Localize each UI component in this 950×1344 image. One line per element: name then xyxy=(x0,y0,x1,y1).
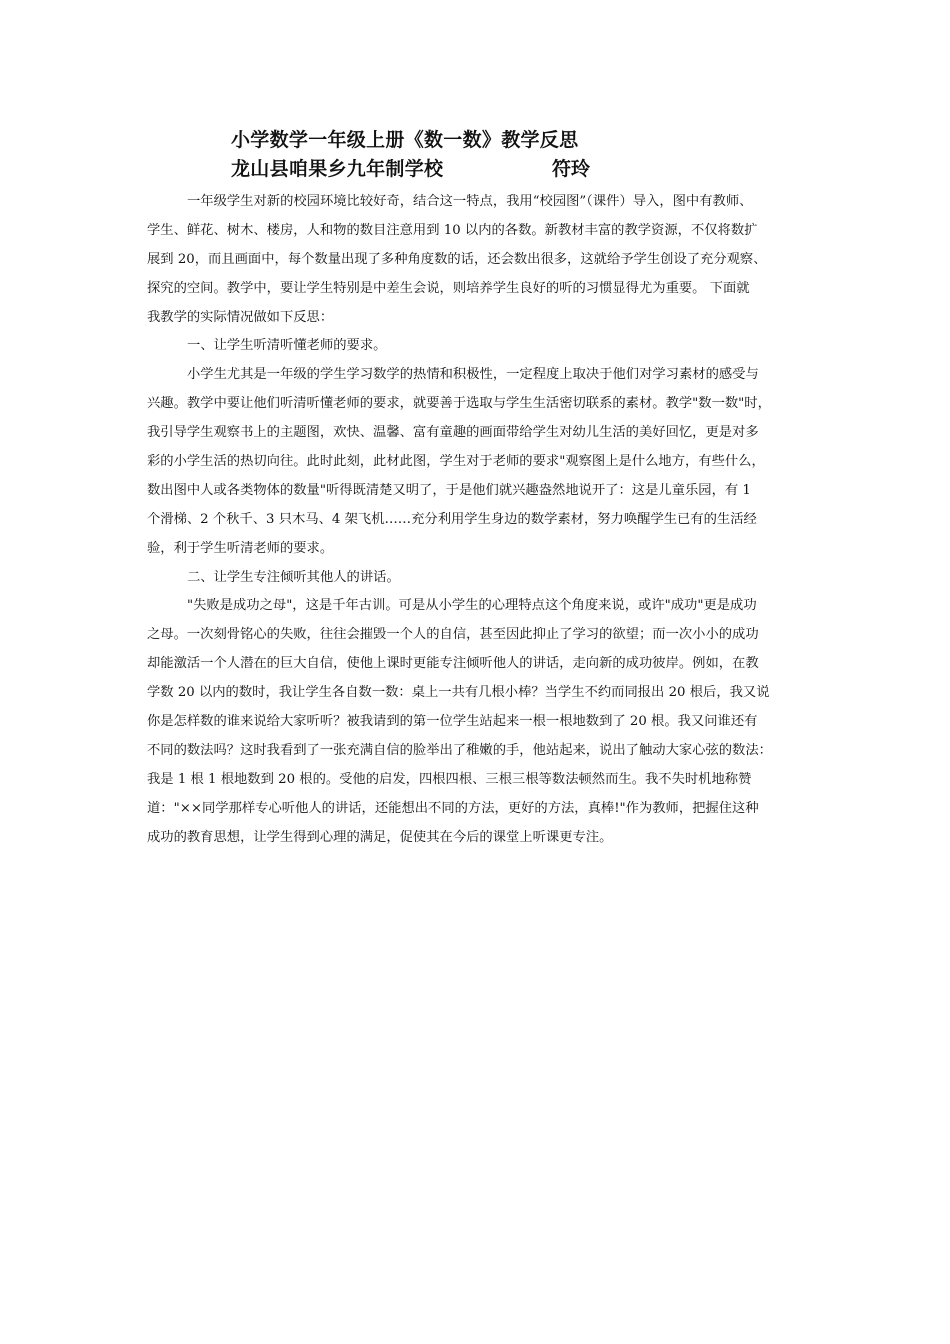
author-name: 符玲 xyxy=(552,158,591,180)
body-line: "失败是成功之母"，这是千年古训。可是从小学生的心理特点这个角度来说，或许"成功"更是成功 xyxy=(187,598,757,614)
body-line: 兴趣。教学中要让他们听清听懂老师的要求，就要善于选取与学生生活密切联系的素材。教学"数一数"时， xyxy=(147,396,771,412)
body-line: 我是 1 根 1 根地数到 20 根的。受他的启发，四根四根、三根三根等数法顿然而生。我不失时机地称赞 xyxy=(147,771,752,787)
body-line: 学生、鲜花、树木、楼房，人和物的数目注意用到 10 以内的各数。新教材丰富的教学资源，不仅将数扩 xyxy=(147,222,758,238)
body-line: 你是怎样数的谁来说给大家听听？被我请到的第一位学生站起来一根一根地数到了 20 根。我又问谁还有 xyxy=(147,714,758,730)
section-heading: 二、让学生专注倾听其他人的讲话。 xyxy=(187,569,400,585)
body-line: 探究的空间。教学中，要让学生特别是中差生会说，则培养学生良好的听的习惯显得尤为重要。 下面就 xyxy=(147,280,750,296)
body-line: 之母。一次刻骨铭心的失败，往往会摧毁一个人的自信，甚至因此抑止了学习的欲望；而一次小小的成功 xyxy=(147,627,759,643)
body-line: 验，利于学生听清老师的要求。 xyxy=(147,540,334,556)
school-name: 龙山县咱果乡九年制学校 xyxy=(231,158,444,180)
body-line: 小学生尤其是一年级的学生学习数学的热情和积极性，一定程度上取决于他们对学习素材的感受与 xyxy=(187,367,759,383)
body-line: 我引导学生观察书上的主题图，欢快、温馨、富有童趣的画面带给学生对幼儿生活的美好回忆，更是对多 xyxy=(147,425,759,441)
section-heading: 一、让学生听清听懂老师的要求。 xyxy=(187,338,387,354)
body-line: 个滑梯、2 个秋千、3 只木马、4 架飞机……充分利用学生身边的数学素材，努力唤醒学生已有的生活经 xyxy=(147,511,757,527)
body-line: 数出图中人或各类物体的数量"听得既清楚又明了，于是他们就兴趣盎然地说开了：这是儿童乐园，有 1 xyxy=(147,482,751,498)
body-line: 彩的小学生活的热切向往。此时此刻，此材此图，学生对于老师的要求"观察图上是什么地方，有些什么， xyxy=(147,454,765,470)
body-line: 道："××同学那样专心听他人的讲话，还能想出不同的方法，更好的方法，真棒!"作为教师，把握住这种 xyxy=(147,800,759,816)
body-line: 成功的教育思想，让学生得到心理的满足，促使其在今后的课堂上听课更专注。 xyxy=(147,829,613,845)
document-body xyxy=(147,188,807,852)
body-line: 学数 20 以内的数时，我让学生各自数一数：桌上一共有几根小棒？当学生不约而同报出 20 根后，我又说 xyxy=(147,685,770,701)
body-line: 不同的数法吗？这时我看到了一张充满自信的脸举出了稚嫩的手，他站起来，说出了触动大家心弦的数法： xyxy=(147,742,772,758)
body-line: 一年级学生对新的校园环境比较好奇，结合这一特点，我用“校园图”（课件）导入，图中有教师、 xyxy=(187,194,753,209)
document-title: 小学数学一年级上册《数一数》教学反思 xyxy=(231,129,579,151)
body-line: 我教学的实际情况做如下反思： xyxy=(147,309,334,325)
body-line: 却能激活一个人潜在的巨大自信，使他上课时更能专注倾听他人的讲话，走向新的成功彼岸。例如，在教 xyxy=(147,656,759,672)
body-line: 展到 20，而且画面中，每个数量出现了多种角度数的话，还会数出很多，这就给予学生创设了充分观察、 xyxy=(147,251,767,267)
